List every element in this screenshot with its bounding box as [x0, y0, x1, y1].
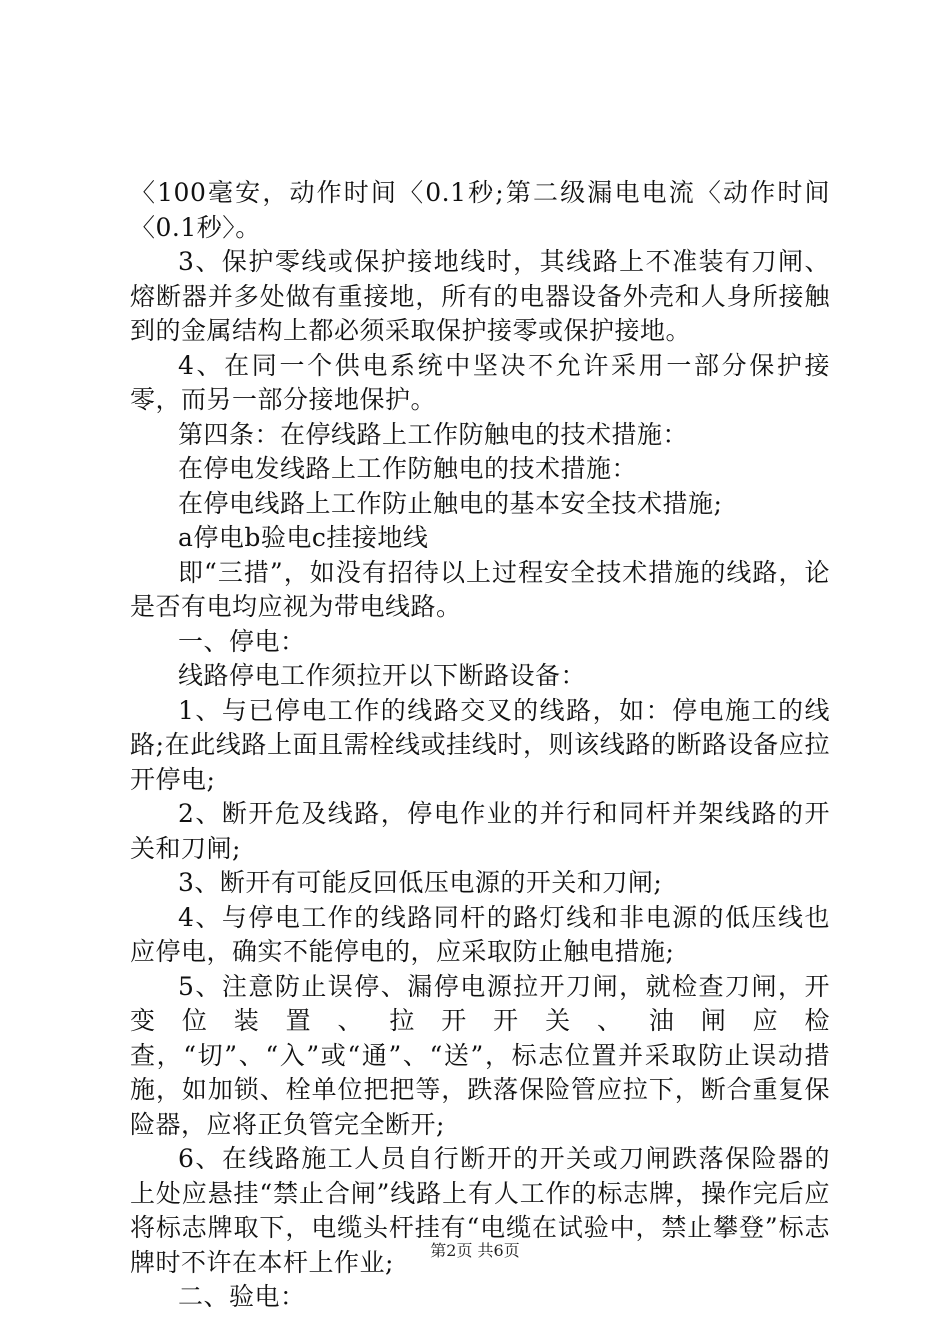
- list-item: 3、断开有可能反回低压电源的开关和刀闸;: [178, 868, 663, 897]
- list-item: 4、与停电工作的线路同杆的路灯线和非电源的低压线也应停电，确实不能停电的，应采取防止触电措施;: [130, 902, 830, 966]
- section-heading: 第四条：在停线路上工作防触电的技术措施：: [178, 419, 689, 449]
- paragraph: 即“三措”，如没有招待以上过程安全技术措施的线路，论是否有电均应视为带电线路。: [130, 557, 830, 621]
- subsection-heading: 一、停电：: [178, 626, 306, 656]
- paragraph: 线路停电工作须拉开以下断路设备：: [178, 661, 587, 690]
- subsection-heading: 二、验电：: [178, 1282, 306, 1311]
- page-number-footer: 第2页 共6页: [430, 1241, 520, 1260]
- paragraph: 在停电线路上工作防止触电的基本安全技术措施;: [178, 488, 723, 518]
- paragraph: 4、在同一个供电系统中坚决不允许采用一部分保护接零，而另一部分接地保护。: [130, 350, 830, 414]
- paragraph: 〈100毫安，动作时间〈0.1秒;第二级漏电电流〈动作时间〈0.1秒〉。: [130, 178, 830, 242]
- paragraph: a停电b验电c挂接地线: [178, 523, 429, 552]
- paragraph: 3、保护零线或保护接地线时，其线路上不准装有刀闸、熔断器并多处做有重接地，所有的电器设备外壳和人身所接触到的金属结构上都必须采取保护接零或保护接地。: [130, 247, 830, 345]
- document-body: [130, 176, 830, 1315]
- list-item: 5、注意防止误停、漏停电源拉开刀闸，就检查刀闸，开变位装置、拉开开关、油闸应检查，“切”、“入”或“通”、“送”，标志位置并采取防止误动措施，如加锁、栓单位把把等，跌落保险管应拉下，断合重复保险器，应将正负管完全断开;: [130, 971, 830, 1139]
- list-item: 6、在线路施工人员自行断开的开关或刀闸跌落保险器的上处应悬挂“禁止合闸”线路上有人工作的标志牌，操作完后应将标志牌取下，电缆头杆挂有“电缆在试验中，禁止攀登”标志牌时不许在本杆上作业;: [130, 1144, 830, 1277]
- list-item: 1、与已停电工作的线路交叉的线路，如：停电施工的线路;在此线路上面且需栓线或挂线时，则该线路的断路设备应拉开停电;: [130, 695, 830, 794]
- paragraph: 在停电发线路上工作防触电的技术措施：: [178, 454, 638, 483]
- list-item: 2、断开危及线路，停电作业的并行和同杆并架线路的开关和刀闸;: [130, 799, 830, 863]
